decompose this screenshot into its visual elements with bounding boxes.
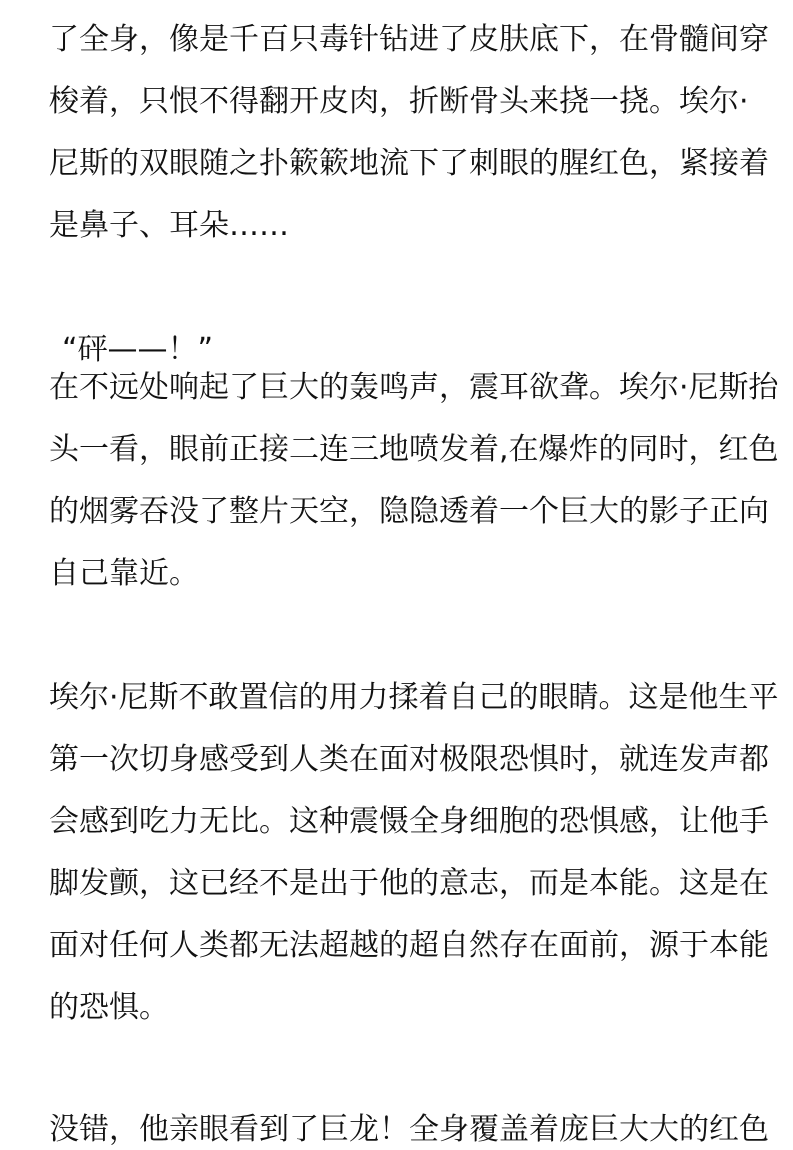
text-line: 埃尔·尼斯不敢置信的用力揉着自己的眼睛。这是他生平 xyxy=(49,680,779,715)
text-line: 脚发颤，这已经不是出于他的意志，而是本能。这是在 xyxy=(49,866,769,901)
text-line: 尼斯的双眼随之扑簌簌地流下了刺眼的腥红色，紧接着 xyxy=(49,146,769,181)
text-line: 的烟雾吞没了整片天空，隐隐透着一个巨大的影子正向 xyxy=(49,494,769,529)
text-line: 的恐惧。 xyxy=(49,990,169,1025)
text-line: 自己靠近。 xyxy=(49,556,199,591)
text-line: 会感到吃力无比。这种震慑全身细胞的恐惧感，让他手 xyxy=(49,804,769,839)
text-line: 梭着，只恨不得翻开皮肉，折断骨头来挠一挠。埃尔· xyxy=(49,84,749,119)
text-line: 第一次切身感受到人类在面对极限恐惧时，就连发声都 xyxy=(49,742,769,777)
text-line: 在不远处响起了巨大的轰鸣声，震耳欲聋。埃尔·尼斯抬 xyxy=(49,370,779,405)
text-line: 是鼻子、耳朵…… xyxy=(49,208,289,243)
dialogue-line: “砰——！” xyxy=(62,332,214,367)
text-line: 头一看，眼前正接二连三地喷发着,在爆炸的同时，红色 xyxy=(49,432,779,467)
text-line: 面对任何人类都无法超越的超自然存在面前，源于本能 xyxy=(49,928,769,963)
text-line: 了全身，像是千百只毒针钻进了皮肤底下，在骨髓间穿 xyxy=(49,22,769,57)
text-line-partial: 没错，他亲眼看到了巨龙！全身覆盖着庞巨大大的红色 xyxy=(49,1112,769,1147)
